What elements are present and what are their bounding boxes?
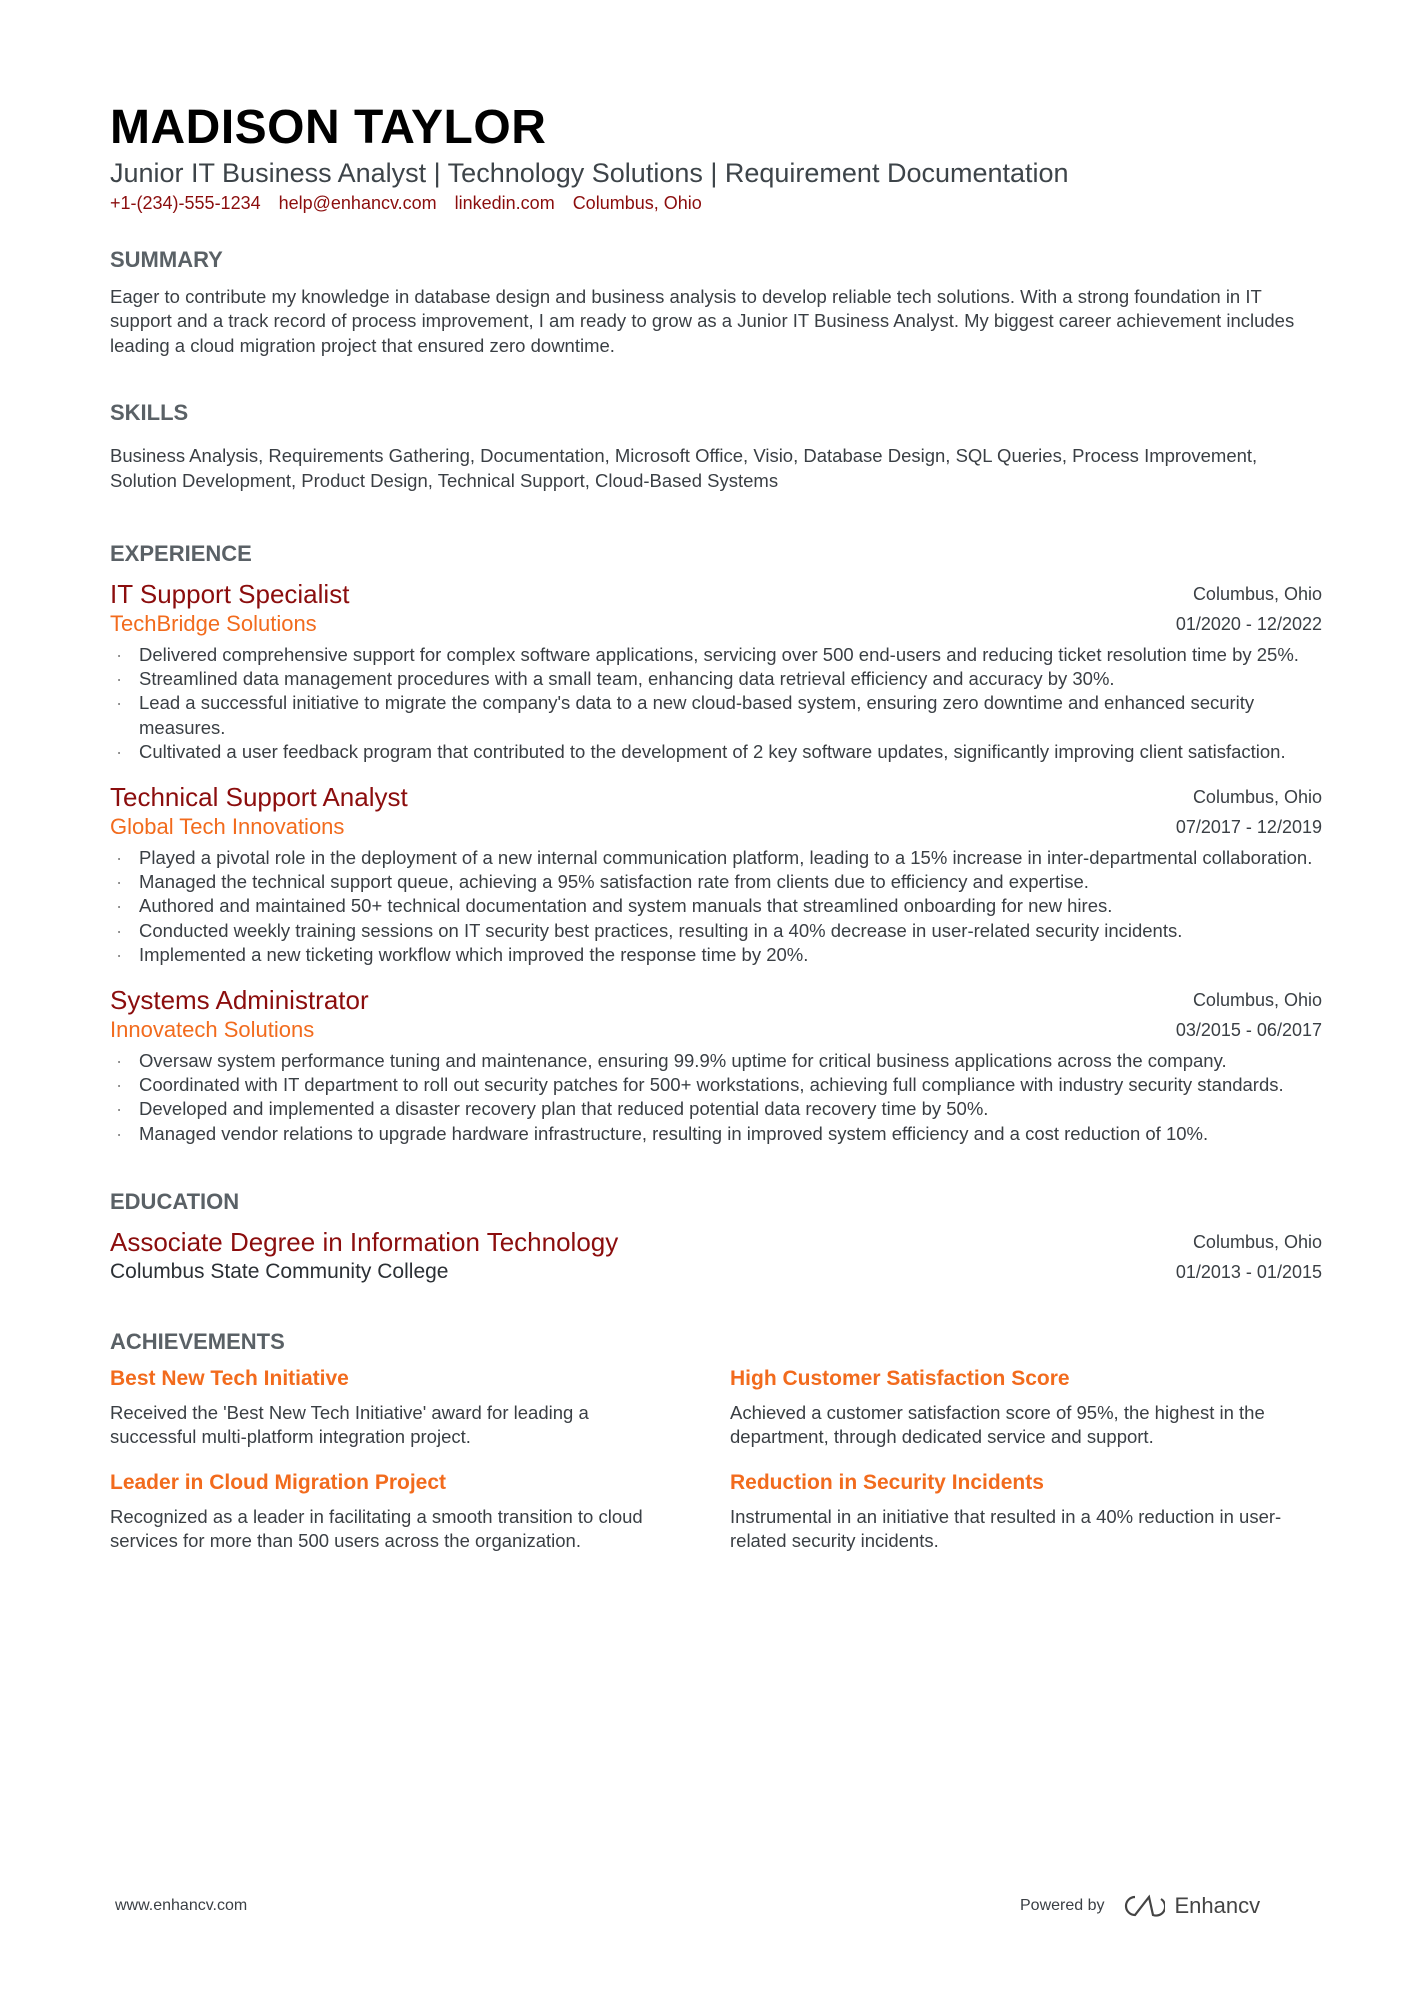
experience-list [110, 578, 1322, 1146]
education-location: Columbus, Ohio [1192, 1231, 1322, 1252]
linkedin-link[interactable]: linkedin.com [454, 193, 555, 213]
location: Columbus, Ohio [572, 193, 702, 213]
job-title: Technical Support Analyst [110, 782, 408, 813]
achievement-title: High Customer Satisfaction Score [730, 1366, 1070, 1390]
achievement-title: Reduction in Security Incidents [730, 1470, 1044, 1494]
job-title: IT Support Specialist [110, 579, 350, 610]
summary-text: Eager to contribute my knowledge in database design and business analysis to develop reliable tech solutions. With a strong foundation in IT support and a track record of process improvement, I am ready to grow as a Junior IT Business Analyst. My biggest career achievement includes leading a cloud migration project that ensured zero downtime. [110, 286, 1295, 356]
education-dates: 01/2013 - 01/2015 [1175, 1261, 1322, 1282]
education-heading: EDUCATION [110, 1188, 240, 1214]
job-bullet: · Managed the technical support queue, achieving a 95% satisfaction rate from clients due to efficiency and expertise. [110, 870, 1322, 894]
job-bullets [110, 1049, 1322, 1146]
job-bullet: · Coordinated with IT department to roll out security patches for 500+ workstations, achieving full compliance with industry security standards. [110, 1073, 1322, 1097]
job-bullet: · Authored and maintained 50+ technical documentation and system manuals that streamlined onboarding for new hires. [110, 894, 1322, 918]
powered-by-label: Powered by [1020, 1897, 1105, 1914]
company-name: TechBridge Solutions [110, 611, 317, 637]
candidate-headline: Junior IT Business Analyst | Technology Solutions | Requirement Documentation [110, 158, 1069, 188]
achievement-text: Recognized as a leader in facilitating a smooth transition to cloud services for more than 500 users across the organization. [110, 1505, 643, 1552]
job-location: Columbus, Ohio [1192, 787, 1322, 808]
job-bullet: · Developed and implemented a disaster recovery plan that reduced potential data recovery time by 50%. [110, 1097, 1322, 1121]
powered-by [1020, 1893, 1260, 1919]
skills-heading: SKILLS [110, 400, 189, 426]
job-dates: 03/2015 - 06/2017 [1175, 1020, 1322, 1041]
company-name: Global Tech Innovations [110, 814, 345, 840]
job-bullets [110, 846, 1322, 967]
job-bullets [110, 643, 1322, 764]
enhancv-brand: Enhancv [1174, 1893, 1261, 1918]
company-name: Innovatech Solutions [110, 1017, 315, 1043]
job-dates: 01/2020 - 12/2022 [1175, 614, 1322, 635]
job-bullet: · Conducted weekly training sessions on IT security best practices, resulting in a 40% decrease in user-related security incidents. [110, 919, 1322, 943]
achievement-title: Best New Tech Initiative [110, 1366, 349, 1390]
education-entry [110, 1226, 1322, 1286]
job-bullet: · Played a pivotal role in the deployment of a new internal communication platform, leading to a 15% increase in inter-departmental collaboration. [110, 846, 1322, 870]
phone[interactable]: +1-(234)-555-1234 [110, 193, 261, 213]
contact-info [110, 190, 1322, 216]
achievement-title: Leader in Cloud Migration Project [110, 1470, 447, 1494]
achievement-item [110, 1365, 730, 1450]
experience-heading: EXPERIENCE [110, 541, 252, 567]
job-bullet: · Cultivated a user feedback program that contributed to the development of 2 key software updates, significantly improving client satisfaction. [110, 740, 1322, 764]
email-link[interactable]: help@enhancv.com [278, 193, 437, 213]
job-entry [110, 578, 1322, 764]
skills-text: Business Analysis, Requirements Gathering, Documentation, Microsoft Office, Visio, Database Design, SQL Queries, Process Improvement, Solution Development, Product Design, Technical Support, Cloud-Based Systems [110, 445, 1258, 491]
job-bullet: · Oversaw system performance tuning and maintenance, ensuring 99.9% uptime for critical business applications across the company. [110, 1049, 1322, 1073]
degree: Associate Degree in Information Technology [110, 1226, 619, 1257]
achievement-item [730, 1469, 1310, 1554]
achievement-item [730, 1365, 1310, 1450]
job-entry [110, 984, 1322, 1146]
job-entry [110, 781, 1322, 967]
achievements-grid [110, 1357, 1322, 1554]
school: Columbus State Community College [110, 1259, 449, 1283]
job-bullet: · Lead a successful initiative to migrate the company's data to a new cloud-based system, ensuring zero downtime and enhanced security measures. [110, 691, 1322, 739]
summary-heading: SUMMARY [110, 247, 223, 272]
job-title: Systems Administrator [110, 985, 369, 1016]
job-dates: 07/2017 - 12/2019 [1175, 817, 1322, 838]
footer-website[interactable]: www.enhancv.com [115, 1897, 248, 1914]
job-bullet: · Implemented a new ticketing workflow which improved the response time by 20%. [110, 943, 1322, 967]
achievement-text: Received the 'Best New Tech Initiative' award for leading a successful multi-platform integration project. [110, 1401, 589, 1448]
job-bullet: · Streamlined data management procedures with a small team, enhancing data retrieval efficiency and accuracy by 30%. [110, 667, 1322, 691]
achievement-text: Instrumental in an initiative that resulted in a 40% reduction in user-related security incidents. [730, 1505, 1282, 1552]
job-location: Columbus, Ohio [1192, 990, 1322, 1011]
job-bullet: · Delivered comprehensive support for complex software applications, servicing over 500 end-users and reducing ticket resolution time by 25%. [110, 643, 1322, 667]
achievement-text: Achieved a customer satisfaction score of 95%, the highest in the department, through dedicated service and support. [730, 1401, 1265, 1448]
enhancv-logo-icon [1119, 1893, 1165, 1919]
job-bullet: · Managed vendor relations to upgrade hardware infrastructure, resulting in improved system efficiency and a cost reduction of 10%. [110, 1122, 1322, 1146]
job-location: Columbus, Ohio [1192, 584, 1322, 605]
candidate-name: MADISON TAYLOR [110, 101, 547, 154]
achievement-item [110, 1469, 730, 1554]
achievements-heading: ACHIEVEMENTS [110, 1328, 285, 1354]
